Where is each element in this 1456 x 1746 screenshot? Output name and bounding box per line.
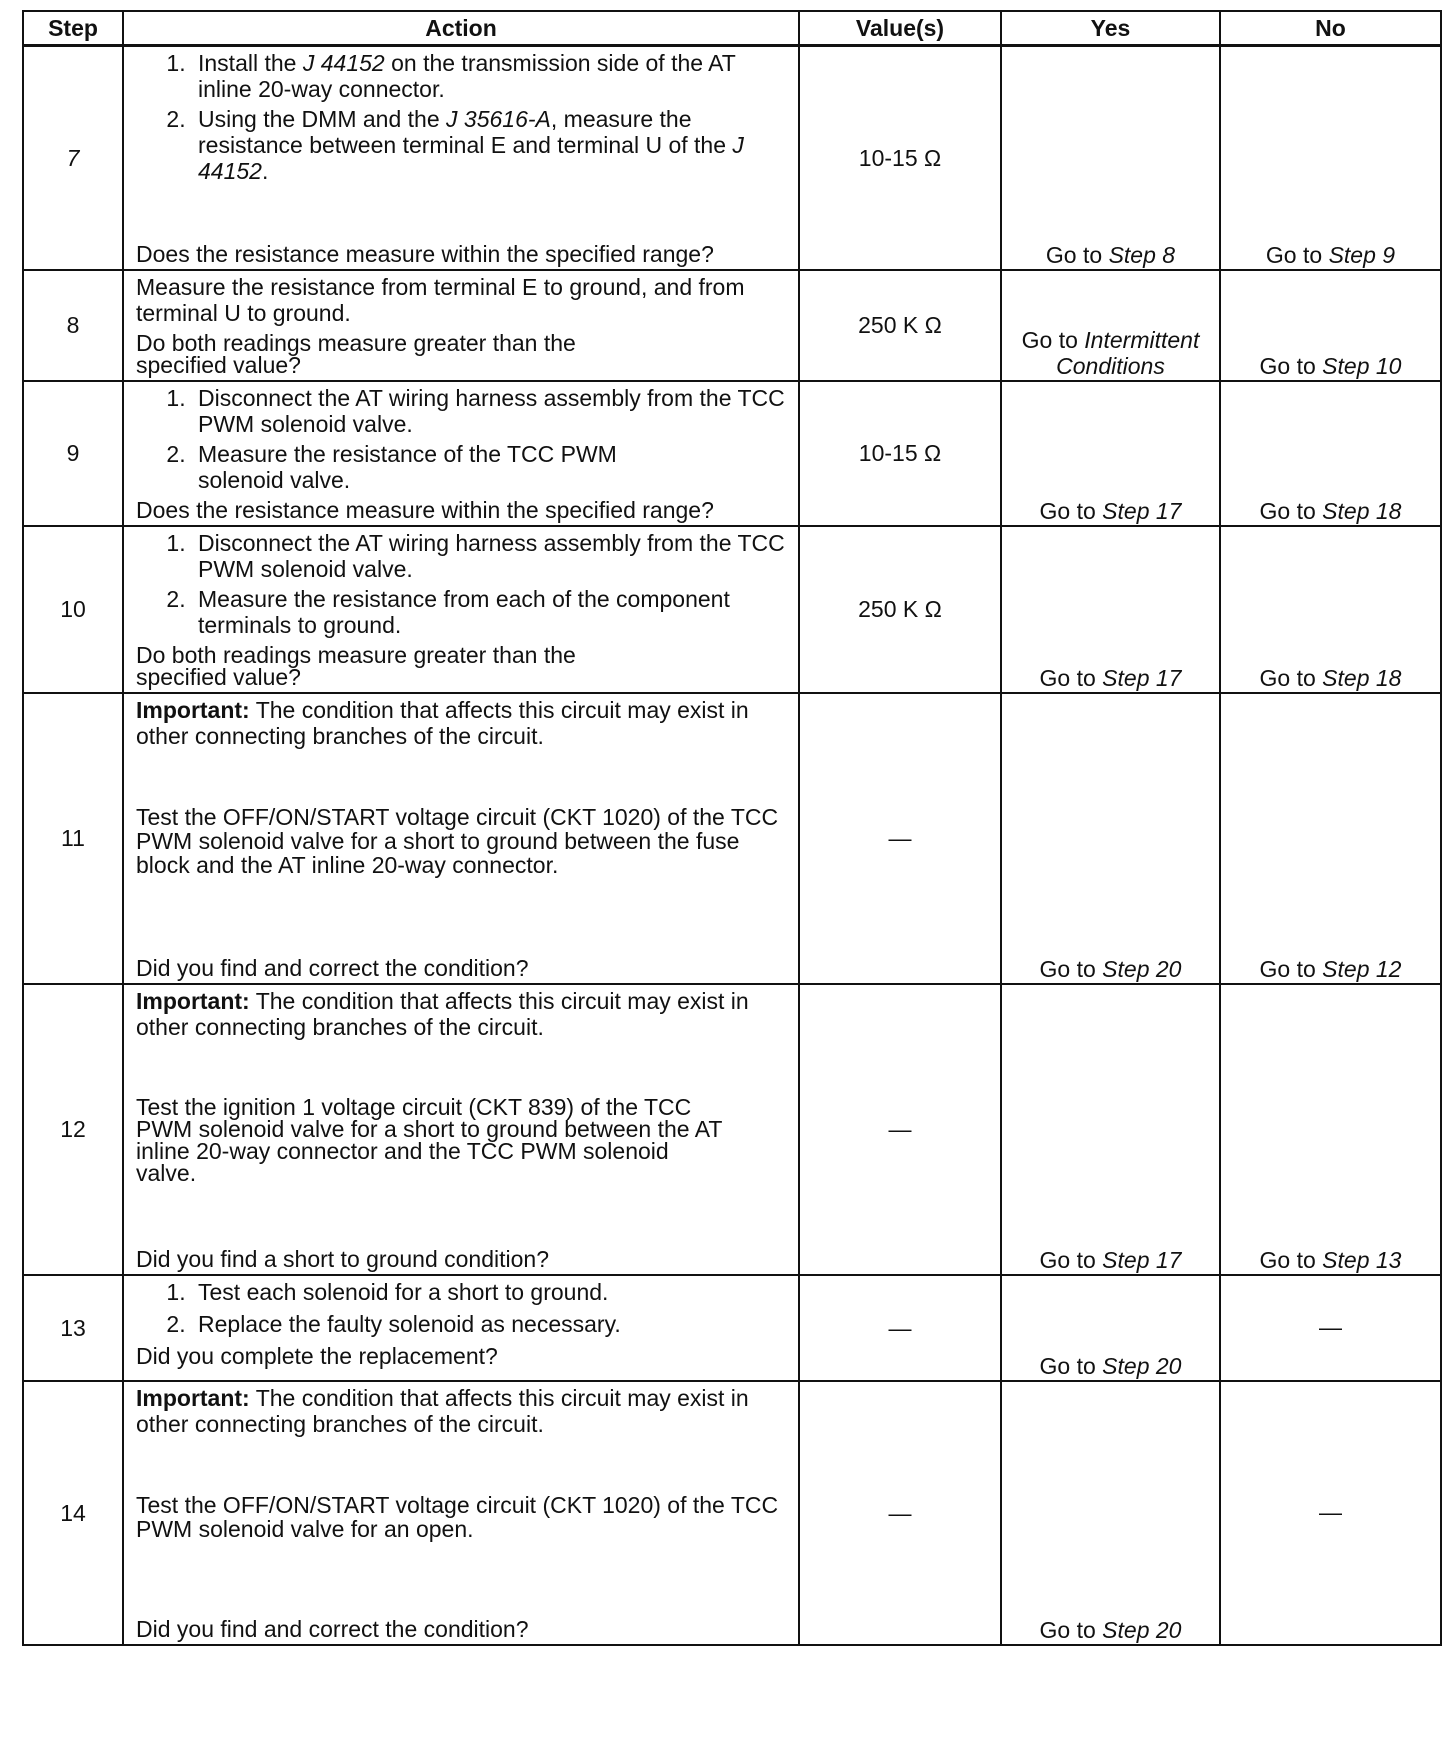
no-cell: — (1220, 1381, 1441, 1645)
step-number: 8 (23, 270, 123, 381)
header-values: Value(s) (799, 11, 1001, 46)
step-number: 13 (23, 1275, 123, 1381)
value-cell: 10-15 Ω (799, 46, 1001, 270)
action-question: Do both readings measure greater than the specified value? (136, 641, 576, 690)
step-number: 11 (23, 693, 123, 984)
action-question: Did you find and correct the condition? (136, 1615, 529, 1642)
action-question: Did you find a short to ground condition? (136, 1245, 549, 1272)
table-header-row (23, 11, 1441, 46)
header-yes: Yes (1001, 11, 1220, 46)
step-number: 7 (23, 46, 123, 270)
action-item: 1. Test each solenoid for a short to ground. (192, 1279, 788, 1305)
table-row-step-10 (23, 526, 1441, 693)
no-cell: Go to Step 10 (1220, 270, 1441, 381)
no-cell: Go to Step 9 (1220, 46, 1441, 270)
value-cell: — (799, 1381, 1001, 1645)
step-number: 9 (23, 381, 123, 526)
action-list (136, 530, 788, 638)
action-list (136, 50, 788, 184)
value-cell: 250 K Ω (799, 270, 1001, 381)
action-item: 2. Using the DMM and the J 35616-A, measure the resistance between terminal E and terminal U of the J 44152. (192, 106, 788, 184)
action-question: Does the resistance measure within the specified range? (136, 240, 714, 267)
no-cell: Go to Step 18 (1220, 526, 1441, 693)
no-cell: Go to Step 18 (1220, 381, 1441, 526)
yes-cell: Go to Step 20 (1001, 1381, 1220, 1645)
action-list (136, 1279, 788, 1337)
header-action: Action (123, 11, 799, 46)
action-question: Does the resistance measure within the specified range? (136, 496, 714, 523)
yes-cell: Go to Step 20 (1001, 1275, 1220, 1381)
yes-cell: Go to Step 17 (1001, 984, 1220, 1275)
yes-cell: Go to Step 17 (1001, 381, 1220, 526)
yes-cell: Go to Step 20 (1001, 693, 1220, 984)
table-row-step-9 (23, 381, 1441, 526)
table-row-step-7 (23, 46, 1441, 270)
action-question: Do both readings measure greater than the specified value? (136, 329, 576, 378)
action-cell (123, 270, 799, 381)
value-cell: 250 K Ω (799, 526, 1001, 693)
value-cell: — (799, 984, 1001, 1275)
action-cell (123, 1275, 799, 1381)
action-item: 2. Measure the resistance from each of the component terminals to ground. (192, 586, 788, 638)
yes-cell: Go to Step 8 (1001, 46, 1220, 270)
header-step: Step (23, 11, 123, 46)
yes-cell: Go to Intermittent Conditions (1001, 270, 1220, 381)
action-text: Test the OFF/ON/START voltage circuit (CKT 1020) of the TCC PWM solenoid valve for an open. (136, 1491, 779, 1542)
action-cell (123, 984, 799, 1275)
step-number: 10 (23, 526, 123, 693)
step-number: 14 (23, 1381, 123, 1645)
action-question: Did you find and correct the condition? (136, 954, 529, 981)
value-cell: — (799, 1275, 1001, 1381)
action-cell (123, 693, 799, 984)
table-row-step-13 (23, 1275, 1441, 1381)
no-cell: Go to Step 13 (1220, 984, 1441, 1275)
action-item: 2. Measure the resistance of the TCC PWM solenoid valve. (192, 441, 788, 493)
action-text: Test the OFF/ON/START voltage circuit (CKT 1020) of the TCC PWM solenoid valve for a short to ground between the fuse block and the AT inline 20-way connector. (136, 803, 779, 878)
action-cell (123, 46, 799, 270)
yes-cell: Go to Step 17 (1001, 526, 1220, 693)
diagnostic-table (22, 10, 1442, 1646)
action-item: 1. Install the J 44152 on the transmission side of the AT inline 20-way connector. (192, 50, 788, 102)
action-cell (123, 1381, 799, 1645)
action-item: 2. Replace the faulty solenoid as necessary. (192, 1311, 788, 1337)
action-text: Test the ignition 1 voltage circuit (CKT 839) of the TCC PWM solenoid valve for a short to ground between the AT inline 20-way connector and the TCC PWM solenoid valve. (136, 1093, 722, 1186)
step-number: 12 (23, 984, 123, 1275)
action-item: 1. Disconnect the AT wiring harness assembly from the TCC PWM solenoid valve. (192, 385, 788, 437)
action-item: 1. Disconnect the AT wiring harness assembly from the TCC PWM solenoid valve. (192, 530, 788, 582)
no-cell: — (1220, 1275, 1441, 1381)
value-cell: — (799, 693, 1001, 984)
table-row-step-12 (23, 984, 1441, 1275)
important-note: Important: The condition that affects this circuit may exist in other connecting branches of the circuit. (136, 987, 749, 1040)
action-list (136, 385, 788, 493)
important-note: Important: The condition that affects this circuit may exist in other connecting branches of the circuit. (136, 1384, 749, 1437)
action-cell (123, 381, 799, 526)
action-cell (123, 526, 799, 693)
header-no: No (1220, 11, 1441, 46)
value-cell: 10-15 Ω (799, 381, 1001, 526)
table-row-step-11 (23, 693, 1441, 984)
action-question: Did you complete the replacement? (136, 1342, 498, 1369)
no-cell: Go to Step 12 (1220, 693, 1441, 984)
table-row-step-14 (23, 1381, 1441, 1645)
important-note: Important: The condition that affects this circuit may exist in other connecting branches of the circuit. (136, 696, 749, 749)
action-text: Measure the resistance from terminal E to ground, and from terminal U to ground. (136, 273, 745, 326)
table-row-step-8 (23, 270, 1441, 381)
